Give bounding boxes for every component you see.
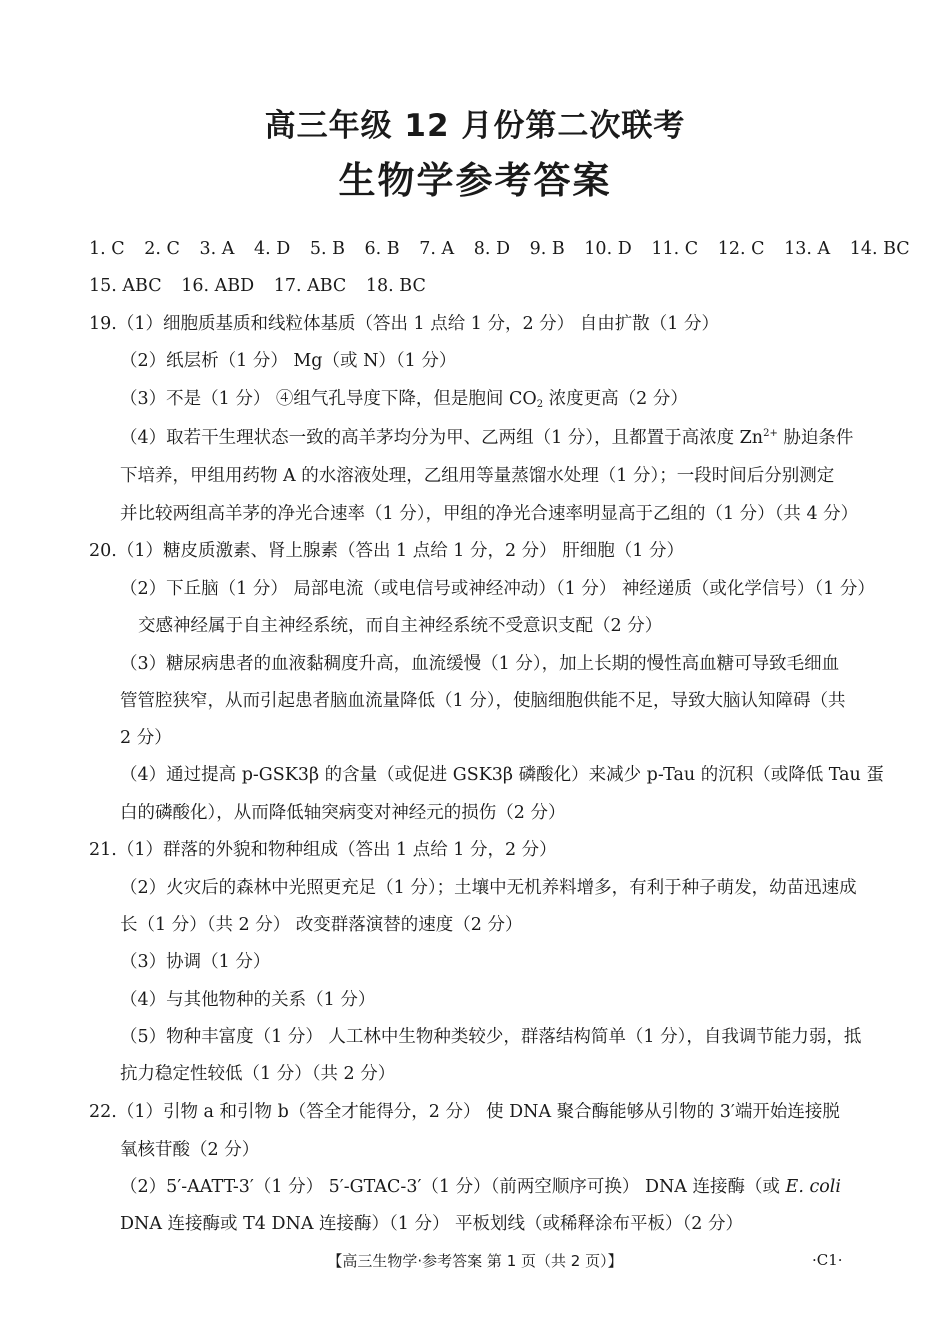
page-footer: 【高三生物学·参考答案 第 1 页（共 2 页）】 — [327, 1252, 623, 1270]
q22-part2-line1: （2）5′-AATT-3′（1 分） 5′-GTAC-3′（1 分）（前两空顺序可换） DNA 连接酶（或 E. coli — [120, 1177, 841, 1197]
page-title-line1: 高三年级 12 月份第二次联考 — [264, 108, 686, 144]
q21-part2-line1: （2）火灾后的森林中光照更充足（1 分）；土壤中无机养料增多，有利于种子萌发，幼苗迅速成 — [120, 878, 857, 898]
q19-part2: （2）纸层析（1 分） Mg（或 N）（1 分） — [120, 351, 457, 371]
mc-answer: 12. C — [717, 239, 765, 259]
q19-part4-line3: 并比较两组高羊茅的净光合速率（1 分），甲组的净光合速率明显高于乙组的（1 分）（共 4 分） — [120, 504, 859, 524]
q22-part1-line2: 氧核苷酸（2 分） — [120, 1140, 260, 1160]
q20-part4-line1: （4）通过提高 p-GSK3β 的含量（或促进 GSK3β 磷酸化）来减少 p-Tau 的沉积（或降低 Tau 蛋 — [120, 765, 884, 785]
page-title-line2: 生物学参考答案 — [338, 159, 612, 202]
mc-answer: 13. A — [784, 239, 831, 259]
mc-answer: 8. D — [473, 239, 511, 259]
q21-part5-line2: 抗力稳定性较低（1 分）（共 2 分） — [120, 1064, 396, 1084]
mc-answer: 16. ABD — [181, 276, 255, 296]
q20-part2: （2）下丘脑（1 分） 局部电流（或电信号或神经冲动）（1 分） 神经递质（或化学信号）（1 分） — [120, 579, 875, 599]
mc-answers-row1 — [89, 237, 924, 261]
q19-part4-line2: 下培养，甲组用药物 A 的水溶液处理，乙组用等量蒸馏水处理（1 分）；一段时间后分别测定 — [120, 466, 835, 486]
q21-part1: 21.（1）群落的外貌和物种组成（答出 1 点给 1 分，2 分） — [89, 840, 557, 860]
q20-part2-line2: 交感神经属于自主神经系统，而自主神经系统不受意识支配（2 分） — [138, 616, 663, 636]
mc-answer: 7. A — [419, 239, 455, 259]
mc-answer: 17. ABC — [273, 276, 347, 296]
mc-answer: 5. B — [309, 239, 345, 259]
mc-answer: 3. A — [199, 239, 235, 259]
page-tag: ·C1· — [812, 1251, 843, 1269]
q20-part3-line1: （3）糖尿病患者的血液黏稠度升高，血流缓慢（1 分），加上长期的慢性高血糖可导致毛细血 — [120, 654, 840, 674]
q20-part3-line2: 管管腔狭窄，从而引起患者脑血流量降低（1 分），使脑细胞供能不足，导致大脑认知障碍（共 — [120, 691, 846, 711]
mc-answer: 15. ABC — [89, 276, 162, 296]
q21-part3: （3）协调（1 分） — [120, 952, 271, 972]
q20-part3-line3: 2 分） — [120, 728, 172, 748]
mc-answer: 10. D — [584, 239, 632, 259]
q21-part2-line2: 长（1 分）（共 2 分） 改变群落演替的速度（2 分） — [120, 915, 523, 935]
mc-answer: 4. D — [253, 239, 291, 259]
q22-part2-line2: DNA 连接酶或 T4 DNA 连接酶）（1 分） 平板划线（或稀释涂布平板）（2 分） — [120, 1214, 743, 1234]
q19-part3: （3）不是（1 分） ④组气孔导度下降，但是胞间 $CO_2$ 浓度更高（2 分） — [120, 389, 688, 410]
mc-answers-row2 — [89, 274, 440, 298]
mc-answer: 1. C — [89, 239, 125, 259]
q20-part4-line2: 白的磷酸化），从而降低轴突病变对神经元的损伤（2 分） — [120, 803, 566, 823]
mc-answer: 18. BC — [365, 276, 426, 296]
mc-answer: 2. C — [144, 239, 180, 259]
q19-part4-line1: （4）取若干生理状态一致的高羊茅均分为甲、乙两组（1 分），且都置于高浓度 $Zn^{2+}$ 胁迫条件 — [120, 428, 854, 448]
q22-part1-line1: 22.（1）引物 a 和引物 b（答全才能得分，2 分） 使 DNA 聚合酶能够从引物的 3′端开始连接脱 — [89, 1102, 840, 1122]
q21-part4: （4）与其他物种的关系（1 分） — [120, 990, 376, 1010]
mc-answer: 9. B — [529, 239, 565, 259]
q21-part5-line1: （5）物种丰富度（1 分） 人工林中生物种类较少，群落结构简单（1 分），自我调节能力弱，抵 — [120, 1027, 862, 1047]
q20-part1: 20.（1）糖皮质激素、肾上腺素（答出 1 点给 1 分，2 分） 肝细胞（1 分） — [89, 541, 684, 561]
q19-part1: 19.（1）细胞质基质和线粒体基质（答出 1 点给 1 分，2 分） 自由扩散（1 分） — [89, 314, 719, 334]
mc-answer: 11. C — [651, 239, 699, 259]
mc-answer: 14. BC — [849, 239, 910, 259]
mc-answer: 6. B — [364, 239, 400, 259]
